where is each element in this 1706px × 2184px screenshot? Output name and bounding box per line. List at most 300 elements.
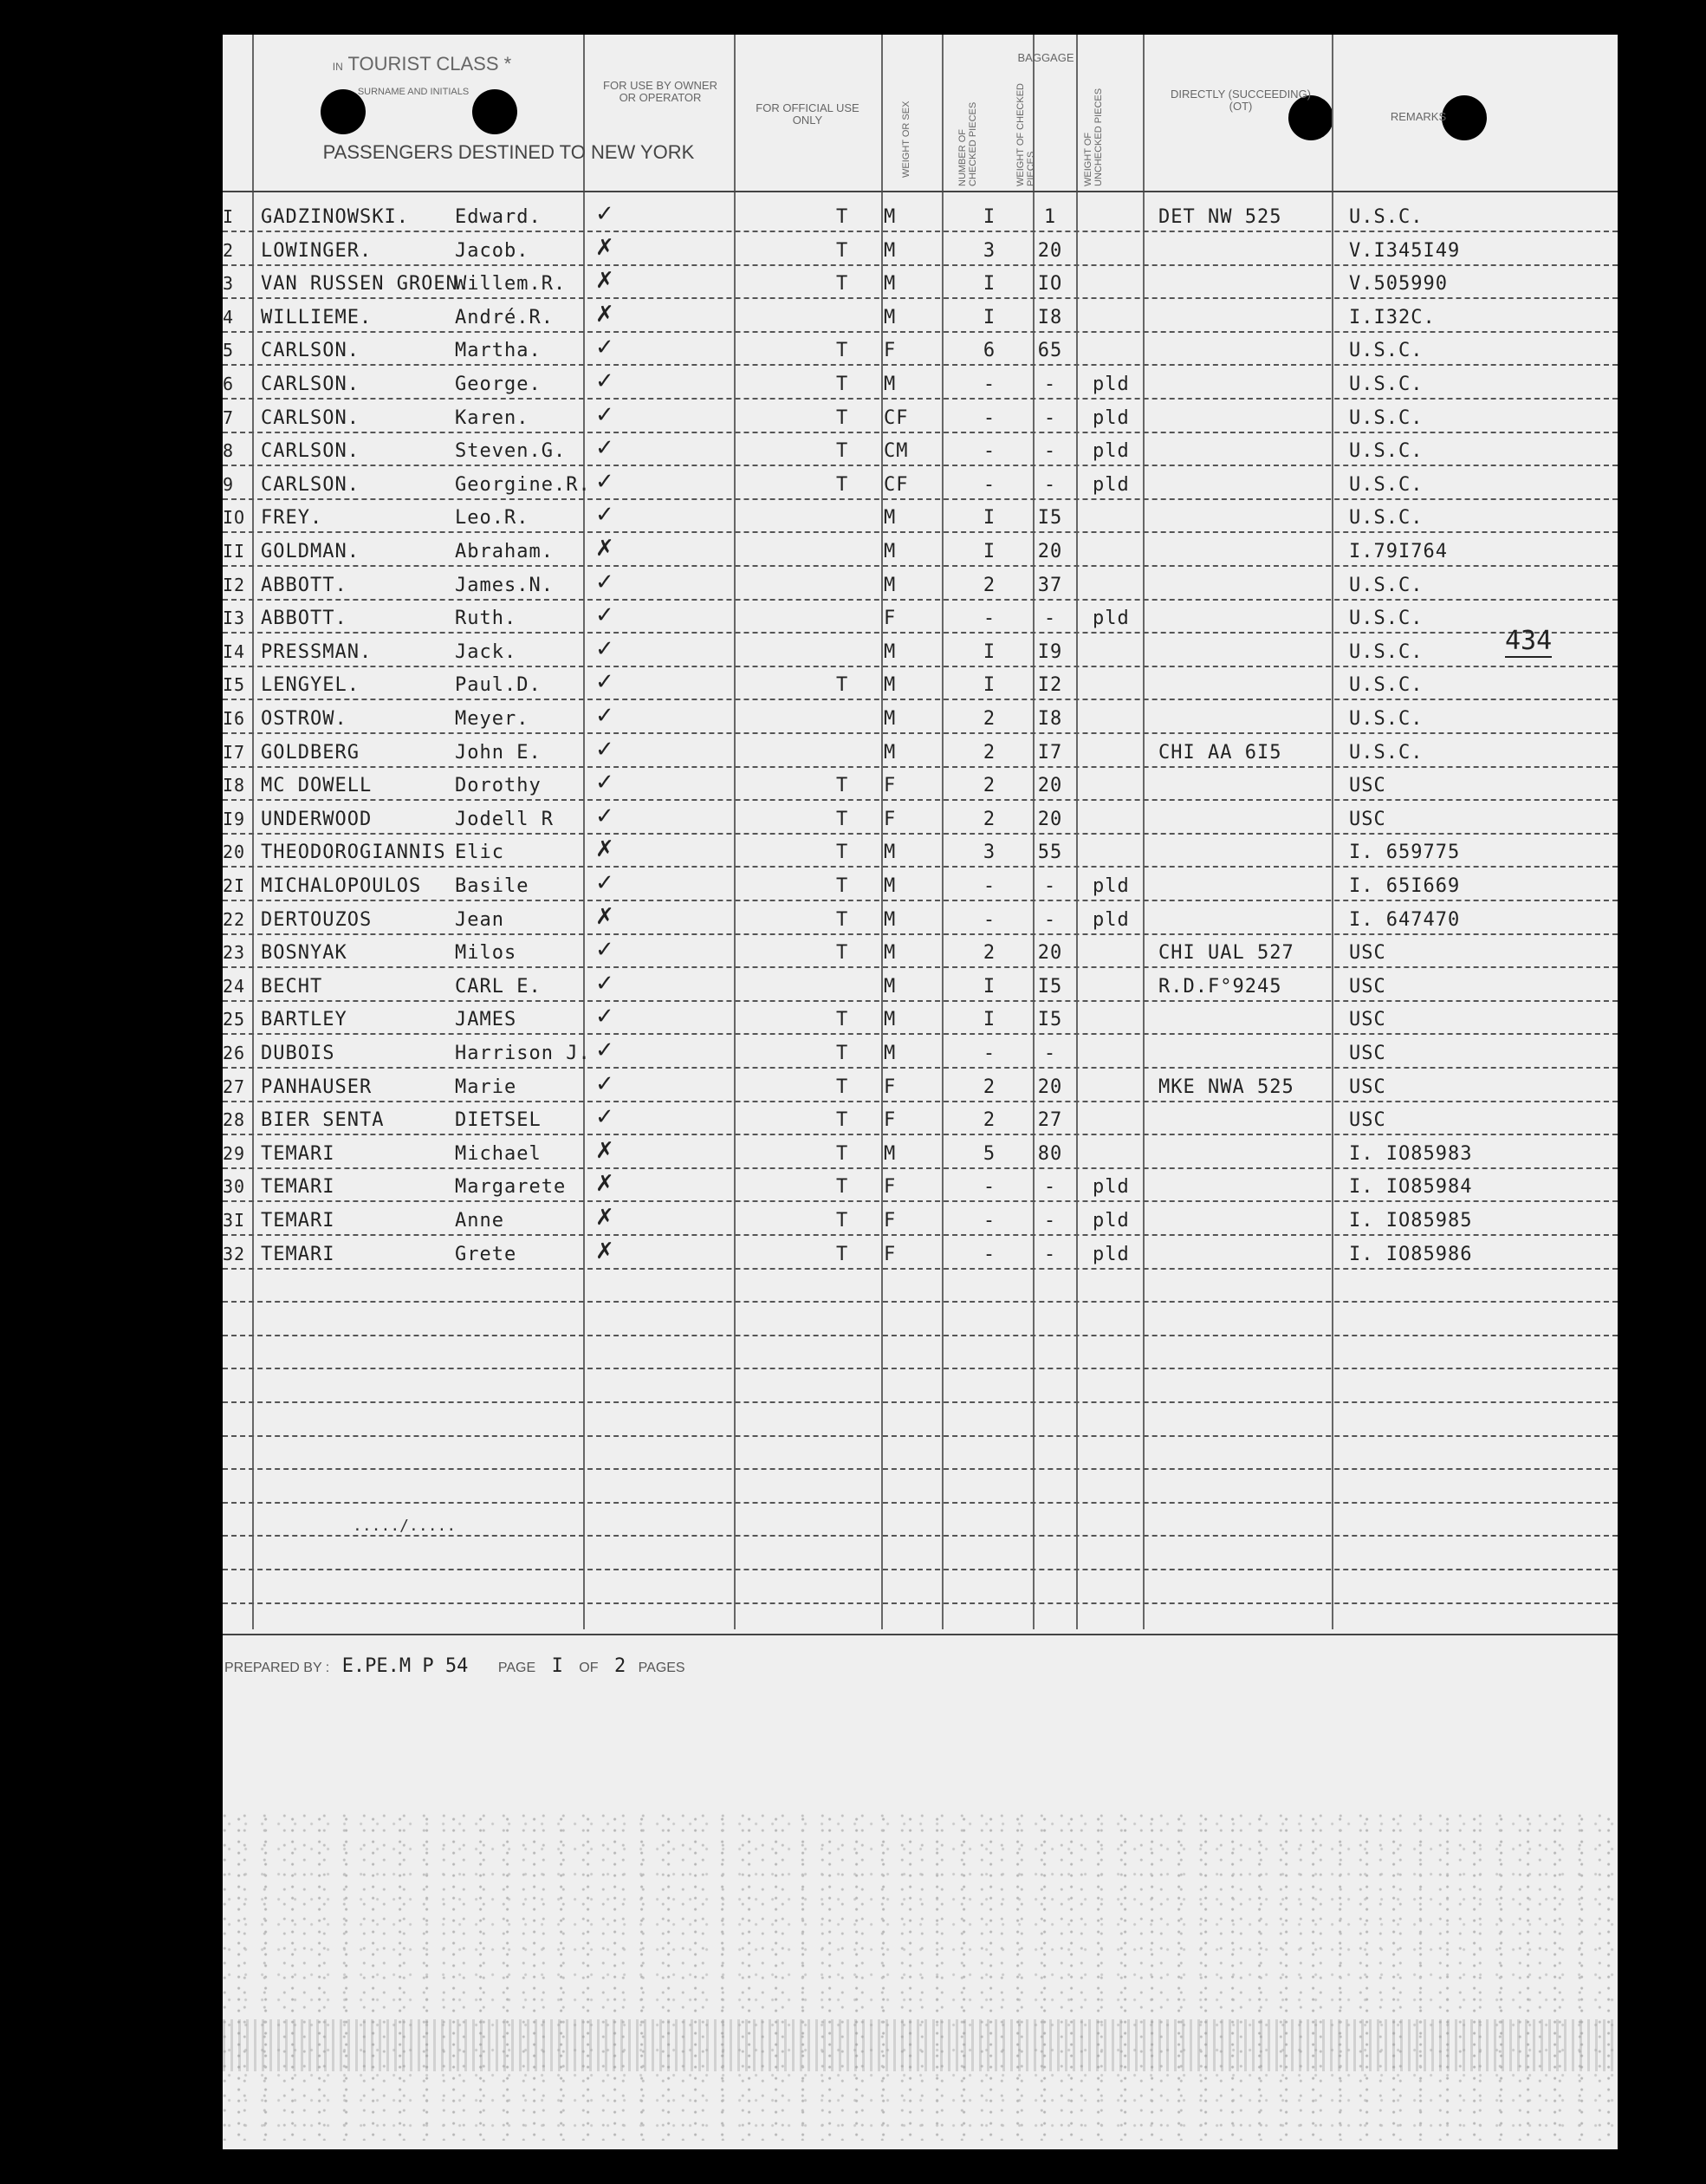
official-use-label: FOR OFFICIAL USE ONLY (756, 101, 859, 127)
transit-code: T (836, 942, 849, 965)
table-row (223, 300, 1618, 333)
transit-code: T (836, 206, 849, 228)
row-number: 8 (223, 440, 235, 462)
checked-pieces: I (983, 507, 996, 530)
checked-weight: I9 (1037, 640, 1063, 663)
checked-weight: I8 (1037, 708, 1063, 730)
row-number: 2I (223, 875, 246, 896)
remarks: USC (1349, 808, 1386, 830)
given-name: Jack. (455, 640, 517, 663)
check-mark: ✗ (595, 1238, 615, 1264)
signature-mark: ...../..... (353, 1517, 457, 1535)
given-name: Jacob. (455, 239, 529, 262)
remarks: I.79I764 (1349, 541, 1448, 562)
given-name: Anne (455, 1210, 504, 1232)
destination-label: PASSENGERS DESTINED TO NEW YORK (322, 141, 695, 163)
sex-code: F (884, 1210, 897, 1232)
sex-code: CF (884, 473, 909, 496)
transit-code: T (836, 775, 849, 797)
row-number: 3 (223, 273, 235, 295)
remarks: I. 647470 (1349, 908, 1461, 931)
surname: CARLSON. (261, 440, 360, 463)
table-row (223, 568, 1618, 601)
checked-pieces: 2 (983, 741, 996, 764)
transit-code: T (836, 1243, 849, 1265)
table-row (223, 1036, 1618, 1069)
checked-weight: 20 (1037, 1076, 1063, 1098)
checked-weight: IO (1037, 273, 1063, 296)
row-number: 27 (223, 1076, 246, 1097)
surname: FREY. (261, 507, 323, 530)
remarks: U.S.C. (1349, 708, 1424, 730)
surname: LOWINGER. (261, 239, 373, 262)
transit-code: T (836, 440, 849, 463)
table-row (223, 1169, 1618, 1202)
transit-code: T (836, 1142, 849, 1165)
check-mark: ✗ (595, 1205, 615, 1231)
row-number: I4 (223, 640, 246, 662)
empty-row-rule (223, 1468, 1618, 1470)
transit-code: T (836, 273, 849, 296)
sex-code: M (884, 374, 897, 395)
sex-code: M (884, 942, 897, 965)
sex-code: M (884, 640, 897, 663)
transit-code: T (836, 1009, 849, 1031)
row-number: 20 (223, 842, 246, 863)
remarks: USC (1349, 1109, 1386, 1132)
check-mark: ✓ (595, 435, 615, 462)
row-number: IO (223, 507, 246, 529)
surname-label: SURNAME AND INITIALS (357, 87, 470, 97)
given-name: DIETSEL (455, 1109, 542, 1132)
sex-code: M (884, 273, 897, 296)
remarks: USC (1349, 775, 1386, 797)
checked-weight: - (1043, 875, 1057, 897)
given-name: André.R. (455, 306, 554, 328)
given-name: James.N. (455, 574, 554, 596)
check-mark: ✗ (595, 836, 615, 863)
checked-pieces: 5 (983, 1142, 996, 1165)
checked-weight: I5 (1037, 507, 1063, 530)
row-number: 23 (223, 942, 246, 964)
checked-pieces: 2 (983, 708, 996, 730)
remarks: I. 65I669 (1349, 875, 1461, 897)
check-mark: ✓ (595, 1104, 615, 1131)
remarks: V.I345I49 (1349, 239, 1461, 262)
remarks: U.S.C. (1349, 741, 1424, 764)
remarks: U.S.C. (1349, 473, 1424, 496)
surname: VAN RUSSEN GROEN. (261, 273, 471, 296)
transit-code: T (836, 1176, 849, 1199)
table-row (223, 467, 1618, 500)
checked-weight: I5 (1037, 1009, 1063, 1031)
surname: OSTROW. (261, 708, 347, 730)
given-name: Jodell R (455, 808, 554, 830)
given-name: Willem.R. (455, 273, 567, 296)
row-number: I5 (223, 674, 246, 696)
remarks: V.505990 (1349, 273, 1448, 296)
weight-unchecked-label: WEIGHT OF UNCHECKED PIECES (1083, 88, 1104, 186)
surname: DUBOIS (261, 1043, 335, 1064)
given-name: Margarete (455, 1176, 567, 1199)
surname: BOSNYAK (261, 942, 347, 965)
given-name: Milos (455, 942, 517, 965)
unchecked-weight: pld (1093, 608, 1130, 630)
sex-code: CM (884, 440, 909, 463)
remarks: USC (1349, 1043, 1386, 1064)
check-mark: ✓ (595, 401, 615, 428)
checked-weight: 20 (1037, 239, 1063, 262)
given-name: Meyer. (455, 708, 529, 730)
checked-weight: - (1043, 1210, 1057, 1232)
checked-pieces: - (983, 1043, 996, 1064)
sex-code: M (884, 239, 897, 262)
transit-code: T (836, 406, 849, 429)
check-mark: ✓ (595, 736, 615, 763)
check-mark: ✗ (595, 1137, 615, 1164)
checked-weight: 20 (1037, 942, 1063, 965)
side-number: 434 (1505, 626, 1553, 656)
given-name: Basile (455, 875, 529, 897)
table-row (223, 969, 1618, 1002)
transit-code: T (836, 808, 849, 830)
sex-code: M (884, 1009, 897, 1031)
given-name: Ruth. (455, 608, 517, 630)
connection: CHI AA 6I5 (1158, 741, 1282, 764)
remarks: USC (1349, 1009, 1386, 1031)
surname: THEODOROGIANNIS (261, 842, 446, 864)
checked-pieces: 2 (983, 1109, 996, 1132)
check-mark: ✓ (595, 870, 615, 896)
checked-pieces: I (983, 206, 996, 228)
unchecked-weight: pld (1093, 1176, 1130, 1199)
row-number: I8 (223, 775, 246, 796)
table-row (223, 667, 1618, 700)
unchecked-weight: pld (1093, 406, 1130, 429)
table-row (223, 1237, 1618, 1270)
row-number: 24 (223, 975, 246, 997)
sex-code: M (884, 206, 897, 228)
given-name: Harrison J. (455, 1043, 591, 1064)
row-number: 30 (223, 1176, 246, 1198)
check-mark: ✓ (595, 468, 615, 495)
prepared-value: E.PE.M P 54 (341, 1655, 469, 1677)
surname: CARLSON. (261, 473, 360, 496)
of-value: 2 (613, 1655, 626, 1677)
remarks: U.S.C. (1349, 640, 1424, 663)
surname: WILLIEME. (261, 306, 373, 328)
table-row (223, 601, 1618, 634)
given-name: Edward. (455, 206, 542, 228)
surname: CARLSON. (261, 406, 360, 429)
table-row (223, 1136, 1618, 1169)
checked-weight: I2 (1037, 674, 1063, 697)
empty-row-rule (223, 1368, 1618, 1369)
row-number: 7 (223, 406, 235, 428)
surname: DERTOUZOS (261, 908, 373, 931)
unchecked-weight: pld (1093, 473, 1130, 496)
checked-pieces: 2 (983, 942, 996, 965)
checked-weight: - (1043, 473, 1057, 496)
surname: LENGYEL. (261, 674, 360, 697)
check-mark: ✓ (595, 201, 615, 227)
surname: BARTLEY (261, 1009, 347, 1031)
connection: CHI UAL 527 (1158, 942, 1294, 965)
row-number: 5 (223, 340, 235, 361)
surname: GOLDMAN. (261, 541, 360, 562)
check-mark: ✗ (595, 234, 615, 261)
surname: CARLSON. (261, 340, 360, 362)
row-number: 3I (223, 1210, 246, 1231)
given-name: George. (455, 374, 542, 395)
sex-code: M (884, 674, 897, 697)
surname: GADZINOWSKI. (261, 206, 409, 228)
table-row (223, 902, 1618, 935)
sex-code: M (884, 708, 897, 730)
footer (224, 1655, 685, 1677)
sex-code: M (884, 574, 897, 596)
table-row (223, 1102, 1618, 1135)
page-value: I (551, 1655, 563, 1677)
sex-code: F (884, 608, 897, 630)
remarks: I. IO85985 (1349, 1210, 1473, 1232)
sex-code: M (884, 908, 897, 931)
sex-code: M (884, 842, 897, 864)
sex-code: F (884, 1243, 897, 1265)
transit-code: T (836, 374, 849, 395)
given-name: Michael (455, 1142, 542, 1165)
checked-pieces: I (983, 1009, 996, 1031)
row-number: I7 (223, 741, 246, 763)
baggage-label: BAGGAGE (1017, 51, 1074, 64)
given-name: Abraham. (455, 541, 554, 562)
given-name: John E. (455, 741, 542, 764)
sex-code: M (884, 875, 897, 897)
connection: DET NW 525 (1158, 206, 1282, 228)
transit-code: T (836, 842, 849, 864)
sex-code: CF (884, 406, 909, 429)
remarks: U.S.C. (1349, 674, 1424, 697)
table-row (223, 333, 1618, 366)
empty-row-rule (223, 1335, 1618, 1336)
empty-row-rule (223, 1301, 1618, 1303)
surname: ABBOTT. (261, 608, 347, 630)
check-mark: ✓ (595, 502, 615, 529)
sex-code: M (884, 741, 897, 764)
checked-weight: - (1043, 1176, 1057, 1199)
directly-label: DIRECTLY (SUCCEEDING) (OT) (1170, 88, 1312, 114)
unchecked-weight: pld (1093, 374, 1130, 395)
table-row (223, 1002, 1618, 1035)
weight-sex-label: WEIGHT OR SEX (901, 101, 911, 178)
row-number: 6 (223, 374, 235, 394)
row-number: I (223, 206, 235, 227)
sex-code: M (884, 1142, 897, 1165)
checked-pieces: I (983, 674, 996, 697)
checked-weight: I8 (1037, 306, 1063, 328)
given-name: Karen. (455, 406, 529, 429)
checked-pieces: 3 (983, 842, 996, 864)
row-number: 29 (223, 1142, 246, 1164)
table-row (223, 1069, 1618, 1102)
header-rule (223, 191, 1618, 192)
checked-pieces: - (983, 406, 996, 429)
table-row (223, 768, 1618, 801)
checked-weight: - (1043, 608, 1057, 630)
empty-row-rule (223, 1535, 1618, 1537)
unchecked-weight: pld (1093, 908, 1130, 931)
unchecked-weight: pld (1093, 1243, 1130, 1265)
surname: CARLSON. (261, 374, 360, 395)
sex-code: F (884, 1176, 897, 1199)
table-row (223, 735, 1618, 768)
sex-code: M (884, 306, 897, 328)
surname: PRESSMAN. (261, 640, 373, 663)
checked-pieces: - (983, 440, 996, 463)
given-name: Leo.R. (455, 507, 529, 530)
scan-noise (223, 1811, 1618, 2141)
check-mark: ✗ (595, 301, 615, 328)
checked-pieces: I (983, 640, 996, 663)
surname: GOLDBERG (261, 741, 360, 764)
remarks: U.S.C. (1349, 507, 1424, 530)
remarks: USC (1349, 975, 1386, 998)
transit-code: T (836, 239, 849, 262)
remarks: I. 659775 (1349, 842, 1461, 864)
surname: TEMARI (261, 1176, 335, 1199)
checked-weight: 65 (1037, 340, 1063, 362)
given-name: JAMES (455, 1009, 517, 1031)
checked-pieces: 2 (983, 574, 996, 596)
remarks: I. IO85983 (1349, 1142, 1473, 1165)
sex-code: F (884, 808, 897, 830)
checked-pieces: - (983, 374, 996, 395)
checked-weight: 20 (1037, 541, 1063, 562)
sex-code: M (884, 541, 897, 562)
empty-row-rule (223, 1569, 1618, 1570)
checked-weight: 20 (1037, 808, 1063, 830)
row-number: I9 (223, 808, 246, 829)
checked-weight: - (1043, 406, 1057, 429)
remarks: U.S.C. (1349, 374, 1424, 395)
row-number: I3 (223, 608, 246, 629)
transit-code: T (836, 875, 849, 897)
table-row (223, 701, 1618, 734)
sex-code: M (884, 507, 897, 530)
remarks: I. IO85986 (1349, 1243, 1473, 1265)
table-row (223, 634, 1618, 667)
checked-weight: 27 (1037, 1109, 1063, 1132)
given-name: Grete (455, 1243, 517, 1265)
empty-row-rule (223, 1435, 1618, 1437)
checked-weight: 80 (1037, 1142, 1063, 1165)
row-number: 28 (223, 1109, 246, 1131)
remarks: USC (1349, 942, 1386, 965)
table-row (223, 1203, 1618, 1236)
remarks: U.S.C. (1349, 440, 1424, 463)
checked-weight: - (1043, 374, 1057, 395)
checked-pieces: I (983, 273, 996, 296)
table-row (223, 433, 1618, 466)
row-number: 25 (223, 1009, 246, 1030)
check-mark: ✓ (595, 1004, 615, 1030)
given-name: Marie (455, 1076, 517, 1098)
remarks: I. IO85984 (1349, 1176, 1473, 1199)
page-label: PAGE (497, 1661, 536, 1675)
row-number: II (223, 541, 246, 562)
manifest-sheet (223, 35, 1618, 2149)
table-row (223, 367, 1618, 400)
checked-weight: 37 (1037, 574, 1063, 596)
checked-pieces: 2 (983, 775, 996, 797)
checked-weight: I5 (1037, 975, 1063, 998)
checked-weight: 20 (1037, 775, 1063, 797)
unchecked-weight: pld (1093, 1210, 1130, 1232)
checked-pieces: 2 (983, 808, 996, 830)
transit-code: T (836, 340, 849, 362)
surname: TEMARI (261, 1243, 335, 1265)
given-name: Georgine.R. (455, 473, 591, 496)
connection: R.D.F°9245 (1158, 975, 1282, 998)
given-name: Paul.D. (455, 674, 542, 697)
table-row (223, 835, 1618, 868)
check-mark: ✗ (595, 1171, 615, 1198)
transit-code: T (836, 1109, 849, 1132)
given-name: Steven.G. (455, 440, 567, 463)
table-row (223, 802, 1618, 835)
row-number: 22 (223, 908, 246, 930)
surname: PANHAUSER (261, 1076, 373, 1098)
empty-row-rule (223, 1602, 1618, 1604)
check-mark: ✓ (595, 1070, 615, 1097)
prepared-label: PREPARED BY : (224, 1661, 330, 1675)
table-row (223, 199, 1618, 232)
of-label: OF (579, 1661, 599, 1675)
row-number: I2 (223, 574, 246, 595)
checked-pieces: I (983, 541, 996, 562)
checked-pieces: - (983, 875, 996, 897)
surname: MICHALOPOULOS (261, 875, 422, 897)
checked-weight: - (1043, 1043, 1057, 1064)
remarks-label: REMARKS (1390, 110, 1447, 123)
table-row (223, 400, 1618, 433)
transit-code: T (836, 1043, 849, 1064)
given-name: Dorothy (455, 775, 542, 797)
surname: TEMARI (261, 1210, 335, 1232)
given-name: Elic (455, 842, 504, 864)
transit-code: T (836, 674, 849, 697)
given-name: Jean (455, 908, 504, 931)
check-mark: ✓ (595, 770, 615, 796)
table-row (223, 233, 1618, 266)
row-number: I6 (223, 708, 246, 729)
sex-code: F (884, 775, 897, 797)
transit-code: T (836, 473, 849, 496)
unchecked-weight: pld (1093, 875, 1130, 897)
checked-weight: - (1043, 908, 1057, 931)
check-mark: ✓ (595, 602, 615, 629)
checked-pieces: - (983, 1210, 996, 1232)
check-mark: ✓ (595, 703, 615, 729)
sex-code: M (884, 1043, 897, 1064)
remarks: U.S.C. (1349, 340, 1424, 362)
checked-weight: - (1043, 440, 1057, 463)
table-row (223, 935, 1618, 968)
surname: BIER SENTA (261, 1109, 385, 1132)
check-mark: ✓ (595, 937, 615, 964)
checked-weight: 1 (1043, 206, 1057, 228)
checked-pieces: - (983, 1243, 996, 1265)
